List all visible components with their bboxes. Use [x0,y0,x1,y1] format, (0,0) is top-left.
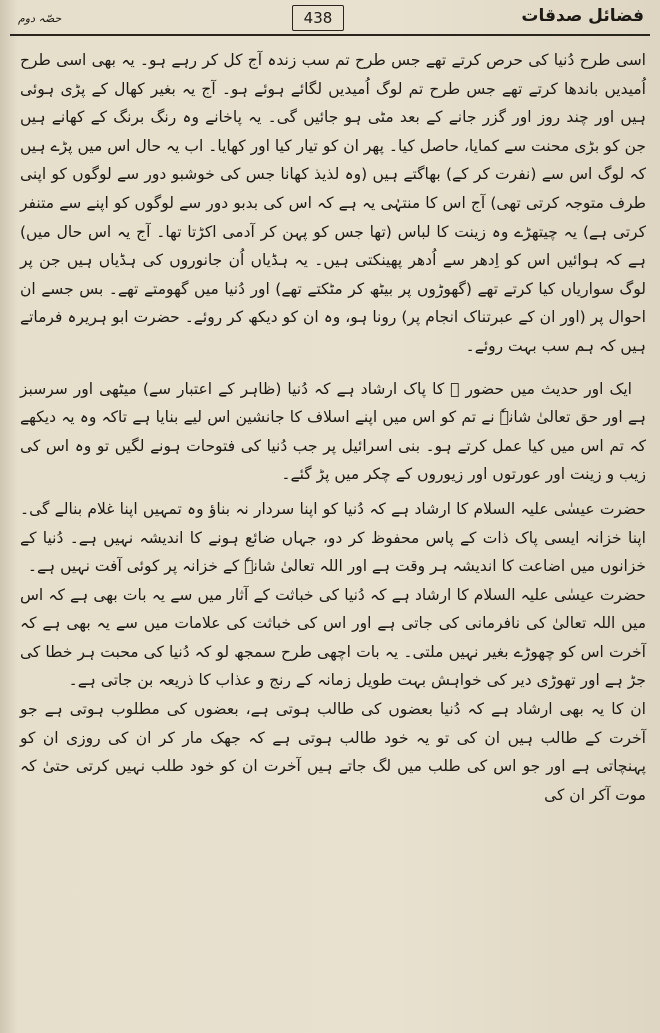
page-body [20,46,646,809]
section-label: حصّہ دوم [18,12,62,25]
page-header [0,0,660,40]
paragraph-1: اسی طرح دُنیا کی حرص کرتے تھے جس طرح تم سب زندہ آج کل کر رہے ہو۔ یہ بھی اسی طرح اُمیدیں باندھا کرتے تھے جس طرح تم لوگ اُمیدیں لگائے ہوئے ہو۔ آج یہ بغیر کھال کے پڑی ہوئی ہیں اور چند روز اور گزر جانے کے بعد مٹی ہو جائیں گی۔ یہ پاخانے وہ رنگ برنگ کے کھانے ہیں جن کو بڑی محنت سے کمایا، حاصل کیا۔ پھر ان کو تیار کیا اور کھایا۔ اب یہ حال اس میں پڑے ہیں کہ لوگ اس سے (نفرت کر کے) بھاگتے ہیں (وہ لذیذ کھانا جس کی خوشبو دور سے لوگوں کو اپنی طرف متوجہ کرتی تھی) آج اس کا منتہٰی یہ ہے کہ اس کی بدبو دور سے لوگوں کو اپنے سے متنفر کرتی ہے) یہ چیتھڑے وہ زینت کا لباس (تھا جس کو پہن کر آدمی اکڑتا تھا۔ آج یہ اس حال میں) ہے کہ ہوائیں اس کو اِدھر سے اُدھر پھینکتی ہیں۔ یہ ہڈیاں اُن جانوروں کی ہڈیاں ہیں جن پر لوگ سواریاں کیا کرتے تھے (گھوڑوں پر بیٹھ کر مٹکتے تھے) اور دُنیا میں گھومتے تھے۔ بس جسے ان احوال پر (اور ان کے عبرتناک انجام پر) رونا ہو، وہ ان کو دیکھ کر روئے۔ حضرت ابو ہریرہ فرماتے ہیں کہ ہم سب بہت روئے۔ [20,51,646,355]
header-rule [10,34,650,36]
paragraph-gap [20,361,646,375]
paragraph-5: ان کا یہ بھی ارشاد ہے کہ دُنیا بعضوں کی طالب ہوتی ہے، بعضوں کی مطلوب ہوتی ہے جو آخرت کے طالب ہیں ان کی تو یہ خود طالب ہوتی ہے کہ جھک مار کر ان کی روزی ان کو پہنچاتی ہے اور جو اس کی طلب میں لگ جاتے ہیں آخرت ان کو خود طلب نہیں کرتی حتیٰ کہ موت آکر ان کی [20,700,646,804]
paragraph-4: حضرت عیسٰی علیہ السلام کا ارشاد ہے کہ دُنیا کی خباثت کے آثار میں سے یہ بات بھی ہے کہ اس میں اللہ تعالیٰ کی نافرمانی کی جاتی ہے اور اس کی خباثت کی علامات میں سے یہ بھی ہے کہ آخرت اس کو چھوڑے بغیر نہیں ملتی۔ یہ بات اچھی طرح سمجھ لو کہ دُنیا کی محبت ہر خطا کی جڑ ہے اور تھوڑی دیر کی خواہش بہت طویل زمانہ کے رنج و عذاب کا ذریعہ بن جاتی ہے۔ [20,585,646,690]
paragraph-2: ایک اور حدیث میں حضور ﷺ کا پاک ارشاد ہے کہ دُنیا (ظاہر کے اعتبار سے) میٹھی اور سرسبز ہے اور حق تعالیٰ شانہٗ نے تم کو اس میں اپنے اسلاف کا جانشین اس لیے بنایا ہے تاکہ وہ یہ دیکھے کہ تم اس میں کیا عمل کرتے ہو۔ بنی اسرائیل پر جب دُنیا کی فتوحات ہونے لگیں تو وہ اس کی زیب و زینت اور عورتوں اور زیوروں کے چکر میں پڑ گئے۔ [20,379,646,484]
book-title: فضائل صدقات [521,6,644,26]
page-number: 438 [292,5,344,31]
paragraph-3: حضرت عیسٰی علیہ السلام کا ارشاد ہے کہ دُنیا کو اپنا سردار نہ بناؤ وہ تمہیں اپنا غلام بنالے گی۔ اپنا خزانہ ایسی پاک ذات کے پاس محفوظ کر دو، جہاں ضائع ہونے کا اندیشہ نہیں ہے۔ دُنیا کے خزانوں میں اضاعت کا اندیشہ ہر وقت ہے اور اللہ تعالیٰ شانہٗ کے خزانہ پر کوئی آفت نہیں ہے۔ [20,499,646,576]
